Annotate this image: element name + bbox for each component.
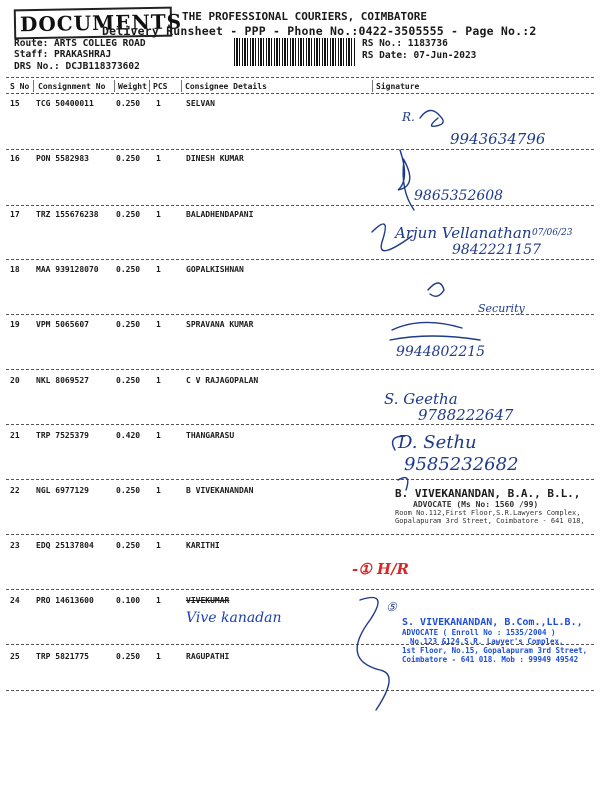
row-pcs: 1: [156, 265, 161, 274]
row-consignee: THANGARASU: [186, 431, 235, 440]
stamp-address: No.123 &124,S.R. Lawyer's Complex,: [410, 637, 564, 646]
row-sno: 25: [10, 652, 20, 661]
signature-scribble: [420, 110, 443, 126]
security-note: Security: [478, 302, 525, 315]
row-weight: 0.100: [116, 596, 141, 605]
col-pcs: PCS: [153, 82, 168, 91]
red-remark: -① H/R: [352, 560, 410, 578]
row-weight: 0.250: [116, 486, 141, 495]
row-weight: 0.250: [116, 320, 141, 329]
row-weight: 0.250: [116, 154, 141, 163]
row-weight: 0.250: [116, 541, 141, 550]
row-consignment: TRP 7525379: [36, 431, 89, 440]
stamp-role: ADVOCATE ( Enroll No : 1535/2004 ): [402, 628, 556, 637]
row-weight: 0.250: [116, 652, 141, 661]
date-17: 07/06/23: [532, 228, 573, 238]
row-consignment: EDQ 25137804: [36, 541, 94, 550]
row-consignee: KARITHI: [186, 541, 220, 550]
row-pcs: 1: [156, 541, 161, 550]
row-pcs: 1: [156, 210, 161, 219]
signature-17: Arjun Vellanathan: [395, 224, 532, 242]
row-pcs: 1: [156, 486, 161, 495]
row-consignee: SPRAVANA KUMAR: [186, 320, 254, 329]
row-pcs: 1: [156, 154, 161, 163]
signature-scribble: [390, 336, 480, 340]
col-consignee: Consignee Details: [185, 82, 267, 91]
row-sno: 19: [10, 320, 20, 329]
row-consignee: BALADHENDAPANI: [186, 210, 254, 219]
phone-15: 9943634796: [450, 130, 546, 148]
signature-20: S. Geetha: [384, 390, 458, 408]
row-sno: 15: [10, 99, 20, 108]
phone-19: 9944802215: [396, 344, 486, 360]
row-consignment: TRZ 155676238: [36, 210, 99, 219]
row-consignee: DINESH KUMAR: [186, 154, 244, 163]
row-sno: 16: [10, 154, 20, 163]
signature-scribble: [392, 322, 462, 330]
row-consignee: VIVEKUMAR: [186, 596, 230, 605]
row-consignee: B VIVEKANANDAN: [186, 486, 254, 495]
row-pcs: 1: [156, 320, 161, 329]
stamp-address: Gopalapuram 3rd Street, Coimbatore - 641 018,: [395, 517, 585, 525]
row-pcs: 1: [156, 596, 161, 605]
stamp-address: Coimbatore - 641 018. Mob : 99949 49542: [402, 655, 579, 664]
row-consignment: PRO 14613600: [36, 596, 94, 605]
row-consignment: PON 5582983: [36, 154, 89, 163]
signature-15: R.: [402, 110, 415, 124]
row-sno: 17: [10, 210, 20, 219]
signature-scribble: [428, 283, 444, 296]
row-consignment: NGL 6977129: [36, 486, 89, 495]
phone-17: 9842221157: [452, 242, 542, 258]
circled-number: ⑤: [386, 600, 397, 614]
corrected-consignee: Vive kanadan: [186, 610, 282, 626]
col-weight: Weight: [118, 82, 147, 91]
route-label: Route: ARTS COLLEG ROAD: [14, 38, 146, 49]
staff-label: Staff: PRAKASHRAJ: [14, 49, 112, 60]
signature-scribble: [357, 598, 389, 711]
row-consignee: C V RAJAGOPALAN: [186, 376, 259, 385]
row-sno: 21: [10, 431, 20, 440]
row-consignment: NKL 8069527: [36, 376, 89, 385]
phone-20: 9788222647: [418, 406, 514, 424]
stamp-name: B. VIVEKANANDAN, B.A., B.L.,: [395, 487, 581, 500]
row-sno: 23: [10, 541, 20, 550]
signature-21: D. Sethu: [398, 432, 477, 453]
stamp-name: S. VIVEKANANDAN, B.Com.,LL.B.,: [402, 617, 583, 628]
stamp-address: Room No.112,First Floor,S.R.Lawyers Complex,: [395, 509, 581, 517]
row-weight: 0.420: [116, 431, 141, 440]
col-signature: Signature: [376, 82, 420, 91]
row-pcs: 1: [156, 376, 161, 385]
drs-number: DRS No.: DCJB118373602: [14, 61, 140, 72]
row-weight: 0.250: [116, 210, 141, 219]
row-sno: 22: [10, 486, 20, 495]
runsheet-title: Delivery Runsheet - PPP - Phone No.:0422-3505555 - Page No.:2: [102, 24, 537, 38]
row-weight: 0.250: [116, 376, 141, 385]
rs-date: RS Date: 07-Jun-2023: [362, 50, 477, 61]
row-weight: 0.250: [116, 99, 141, 108]
advocate-stamp-1: [395, 487, 595, 525]
col-consignment: Consignment No: [38, 82, 106, 91]
row-consignment: TRP 5821775: [36, 652, 89, 661]
row-consignment: MAA 939128070: [36, 265, 99, 274]
row-sno: 20: [10, 376, 20, 385]
row-consignee: SELVAN: [186, 99, 215, 108]
rs-number: RS No.: 1183736: [362, 38, 448, 49]
col-sno: S No: [10, 82, 30, 91]
stamp-role: ADVOCATE (Ms No: 1560 /99): [413, 500, 539, 509]
phone-21: 9585232682: [404, 454, 519, 475]
row-pcs: 1: [156, 652, 161, 661]
documents-stamp: DOCUMENTS: [14, 7, 172, 40]
row-weight: 0.250: [116, 265, 141, 274]
row-sno: 24: [10, 596, 20, 605]
advocate-stamp-2: [402, 617, 598, 664]
row-consignment: VPM 5065607: [36, 320, 89, 329]
signature-scribble: [398, 150, 414, 210]
stamp-address: 1st Floor, No.15, Gopalapuram 3rd Street,: [402, 646, 588, 655]
row-pcs: 1: [156, 431, 161, 440]
row-consignee: GOPALKISHNAN: [186, 265, 244, 274]
phone-16: 9865352608: [414, 188, 504, 204]
row-consignment: TCG 50400011: [36, 99, 94, 108]
row-pcs: 1: [156, 99, 161, 108]
row-consignee: RAGUPATHI: [186, 652, 230, 661]
row-sno: 18: [10, 265, 20, 274]
company-name: THE PROFESSIONAL COURIERS, COIMBATORE: [182, 10, 428, 23]
